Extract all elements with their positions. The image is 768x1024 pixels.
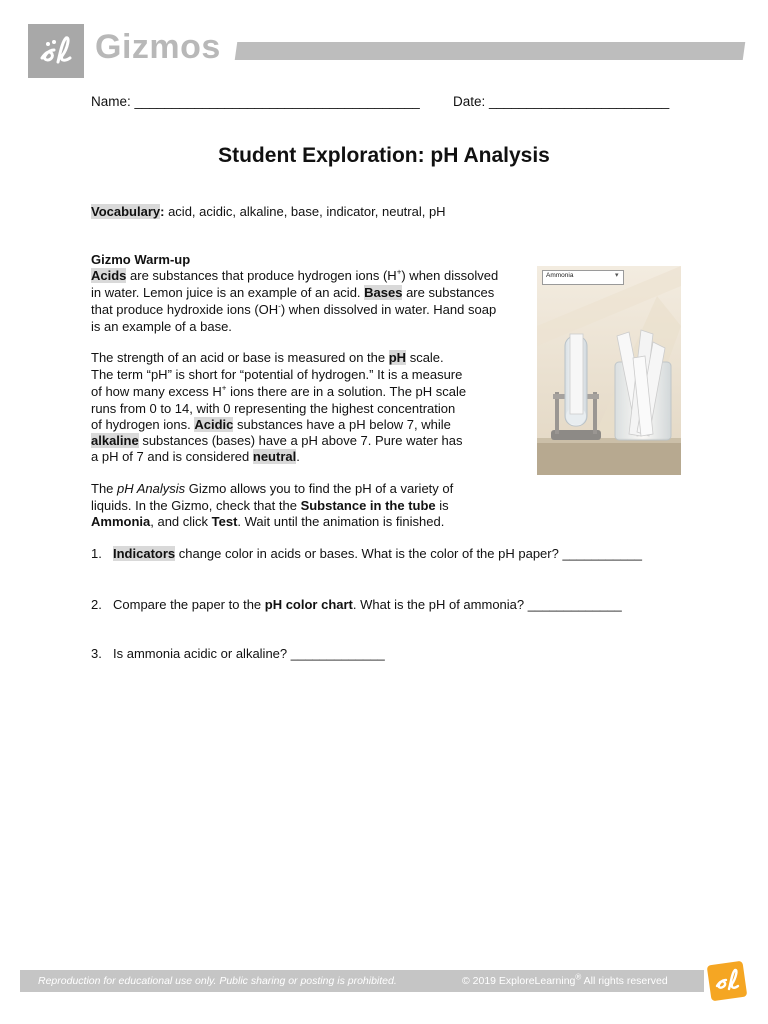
vocabulary-line	[91, 203, 446, 220]
text-span: Compare the paper to the	[113, 597, 265, 612]
question-2	[113, 596, 622, 613]
ph-color-chart-bold: pH color chart	[264, 597, 353, 612]
text-span: are substances that produce hydrogen ions (H	[126, 268, 397, 283]
brand-name: Gizmos	[95, 28, 221, 66]
text-span: All rights reserved	[581, 975, 668, 987]
gizmo-name: pH Analysis	[117, 481, 186, 496]
text-span: .	[296, 449, 300, 464]
text-span: © 2019 ExploreLearning	[462, 975, 576, 987]
warmup-p2-line6	[91, 432, 462, 449]
substance-label: Substance in the tube	[300, 498, 436, 513]
term-indicators: Indicators	[113, 546, 176, 561]
text-span: are substances	[402, 285, 495, 300]
vocabulary-colon: :	[160, 204, 165, 219]
text-span: change color in acids or bases. What is the color of the pH paper? ___________	[175, 546, 642, 561]
term-neutral: neutral	[252, 449, 297, 464]
warmup-p2-line2: The term “pH” is short for “potential of hydrogen.” It is a measure	[91, 367, 463, 382]
question-1	[113, 545, 642, 562]
warmup-p1-line3	[91, 301, 496, 318]
gizmo-screenshot	[537, 266, 681, 475]
term-bases: Bases	[364, 285, 403, 300]
text-span: Gizmo allows you to find the pH of a variety of	[185, 481, 454, 496]
text-span: ) when dissolved in water. Hand soap	[280, 302, 497, 317]
date-field[interactable]: Date: ________________________	[453, 94, 670, 109]
test-bold: Test	[211, 514, 238, 529]
text-span: a pH of 7 and is considered	[91, 449, 253, 464]
warmup-p2-line7	[91, 448, 300, 465]
text-span: of hydrogen ions.	[91, 417, 195, 432]
question-3-number: 3.	[91, 646, 102, 661]
text-span: , and click	[150, 514, 212, 529]
question-1-number: 1.	[91, 546, 102, 561]
text-span: . Wait until the animation is finished.	[237, 514, 445, 529]
el-script-logo-icon	[28, 24, 84, 78]
question-2-number: 2.	[91, 597, 102, 612]
text-span: that produce hydroxide ions (OH	[91, 302, 279, 317]
test-tube-scene-icon	[537, 266, 681, 475]
vocabulary-label: Vocabulary	[91, 204, 161, 219]
warmup-p3-line2	[91, 497, 449, 514]
text-span: The strength of an acid or base is measured on the	[91, 350, 389, 365]
text-span: ) when dissolved	[401, 268, 499, 283]
name-field[interactable]: Name: ______________________________________	[91, 94, 420, 109]
warmup-p2-line3	[91, 383, 466, 400]
warmup-p1-line4: is an example of a base.	[91, 319, 232, 334]
gizmos-logo	[28, 24, 84, 78]
warmup-p2-line5	[91, 416, 451, 433]
warmup-p3-line3	[91, 513, 444, 530]
warmup-p1-line1	[91, 267, 498, 284]
superscript: +	[221, 383, 227, 393]
text-span: substances (bases) have a pH above 7. Pure water has	[138, 433, 463, 448]
superscript: ®	[575, 972, 582, 982]
warmup-p2-line1	[91, 349, 444, 366]
text-span: The	[91, 481, 118, 496]
el-logo-badge-icon	[704, 958, 750, 1009]
text-span: in water. Lemon juice is an example of an acid.	[91, 285, 365, 300]
term-acids: Acids	[91, 268, 127, 283]
term-ph: pH	[388, 350, 407, 365]
warmup-p3-line1	[91, 480, 453, 497]
footer-copyright	[462, 972, 668, 987]
term-acidic: Acidic	[194, 417, 234, 432]
substance-dropdown-value: Ammonia	[546, 272, 574, 279]
text-span: of how many excess H	[91, 384, 222, 399]
warmup-p1-line2	[91, 284, 494, 301]
text-span: substances have a pH below 7, while	[233, 417, 451, 432]
term-alkaline: alkaline	[91, 433, 139, 448]
chevron-down-icon: ▾	[615, 272, 619, 279]
vocabulary-terms: acid, acidic, alkaline, base, indicator, neutral, pH	[164, 204, 446, 219]
text-span: scale.	[406, 350, 444, 365]
superscript: -	[278, 301, 281, 311]
question-3: Is ammonia acidic or alkaline? _____________	[113, 646, 385, 661]
header-bar	[235, 42, 746, 60]
warmup-p2-line4: runs from 0 to 14, with 0 representing the highest concentration	[91, 401, 456, 416]
text-span: is	[435, 498, 449, 513]
text-span: ions there are in a solution. The pH scale	[226, 384, 467, 399]
warmup-heading: Gizmo Warm-up	[91, 252, 191, 267]
superscript: +	[396, 267, 402, 277]
text-span: . What is the pH of ammonia? _____________	[352, 597, 622, 612]
footer-notice: Reproduction for educational use only. Public sharing or posting is prohibited.	[38, 975, 397, 987]
text-span: liquids. In the Gizmo, check that the	[91, 498, 301, 513]
page-title: Student Exploration: pH Analysis	[218, 144, 550, 167]
ammonia-bold: Ammonia	[91, 514, 151, 529]
